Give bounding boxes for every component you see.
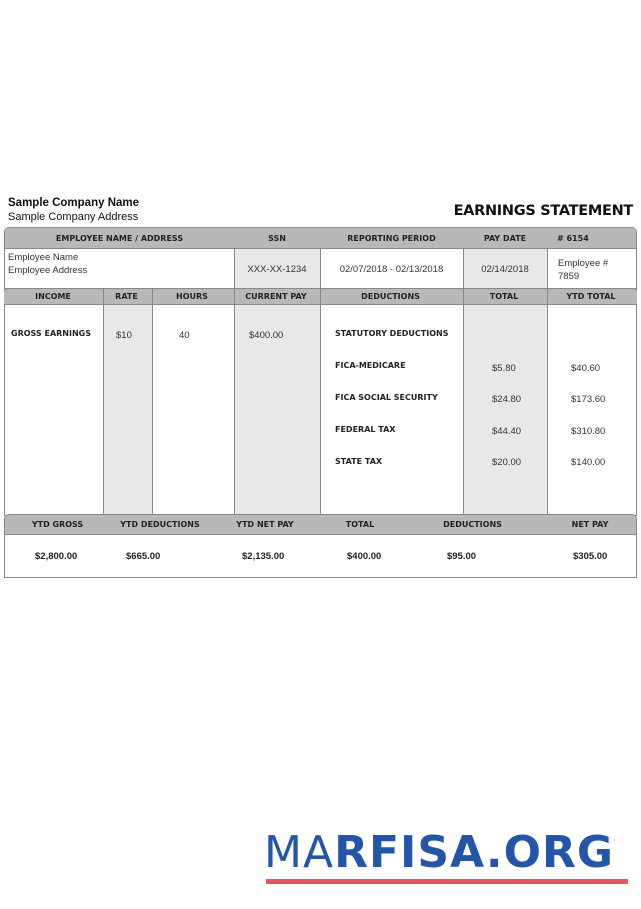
marfisa-logo (264, 828, 614, 878)
income-label: GROSS EARNINGS (11, 329, 91, 338)
header-ytd-total: YTD TOTAL (566, 292, 616, 301)
earnings-detail-table (4, 288, 637, 516)
ytd-net-pay-value: $2,135.00 (242, 551, 285, 562)
deduction-ytd: $310.80 (571, 426, 606, 437)
header-income: INCOME (35, 292, 71, 301)
logo-text-light: MA (264, 827, 335, 878)
deduction-label: STATE TAX (335, 457, 383, 466)
logo-underline (266, 879, 628, 884)
company-name: Sample Company Name (8, 197, 140, 209)
summary-table (4, 514, 637, 578)
employee-info-table (4, 227, 637, 289)
deduction-label: STATUTORY DEDUCTIONS (335, 329, 449, 338)
header-total: TOTAL (489, 292, 519, 301)
income-hours: 40 (179, 330, 190, 341)
reporting-period-value: 02/07/2018 - 02/13/2018 (339, 264, 444, 275)
ssn-value: XXX-XX-1234 (247, 264, 307, 275)
deduction-label: FICA SOCIAL SECURITY (335, 393, 438, 402)
deduction-total: $20.00 (492, 457, 522, 468)
header-ytd-gross: YTD GROSS (31, 520, 84, 529)
page-title: EARNINGS STATEMENT (453, 203, 633, 219)
header-summary-total: TOTAL (345, 520, 375, 529)
deduction-ytd: $173.60 (571, 394, 606, 405)
header-ytd-deductions: YTD DEDUCTIONS (120, 520, 200, 529)
check-number: # 6154 (557, 233, 589, 243)
header-hours: HOURS (176, 292, 208, 301)
logo-text-bold: RFISA.ORG (334, 827, 615, 878)
header-current-pay: CURRENT PAY (245, 292, 307, 301)
income-rate: $10 (116, 330, 132, 341)
header-ssn: SSN (268, 233, 286, 243)
deduction-ytd: $40.60 (571, 363, 601, 374)
header-employee-name-address: EMPLOYEE NAME / ADDRESS (55, 233, 184, 243)
income-current-pay: $400.00 (249, 330, 284, 341)
header-summary-deductions: DEDUCTIONS (443, 520, 502, 529)
employee-address: Employee Address (8, 265, 88, 276)
header-net-pay: NET PAY (571, 520, 609, 529)
deduction-total: $24.80 (492, 394, 522, 405)
net-pay-value: $305.00 (573, 551, 608, 562)
header-reporting-period: REPORTING PERIOD (347, 233, 436, 243)
company-address: Sample Company Address (8, 211, 139, 223)
ytd-deductions-value: $665.00 (126, 551, 161, 562)
employee-number: 7859 (558, 271, 580, 282)
deduction-total: $5.80 (492, 363, 516, 374)
deduction-label: FICA-MEDICARE (335, 361, 406, 370)
deduction-ytd: $140.00 (571, 457, 606, 468)
header-ytd-net-pay: YTD NET PAY (236, 520, 294, 529)
header-rate: RATE (115, 292, 138, 301)
deduction-label: FEDERAL TAX (335, 425, 396, 434)
ytd-gross-value: $2,800.00 (35, 551, 78, 562)
employee-name: Employee Name (8, 252, 79, 263)
deduction-total: $44.40 (492, 426, 522, 437)
total-value: $400.00 (347, 551, 382, 562)
header-pay-date: PAY DATE (483, 233, 527, 243)
deductions-value: $95.00 (447, 551, 477, 562)
employee-number-label: Employee # (558, 258, 609, 269)
header-deductions: DEDUCTIONS (361, 292, 420, 301)
pay-date-value: 02/14/2018 (481, 264, 529, 275)
